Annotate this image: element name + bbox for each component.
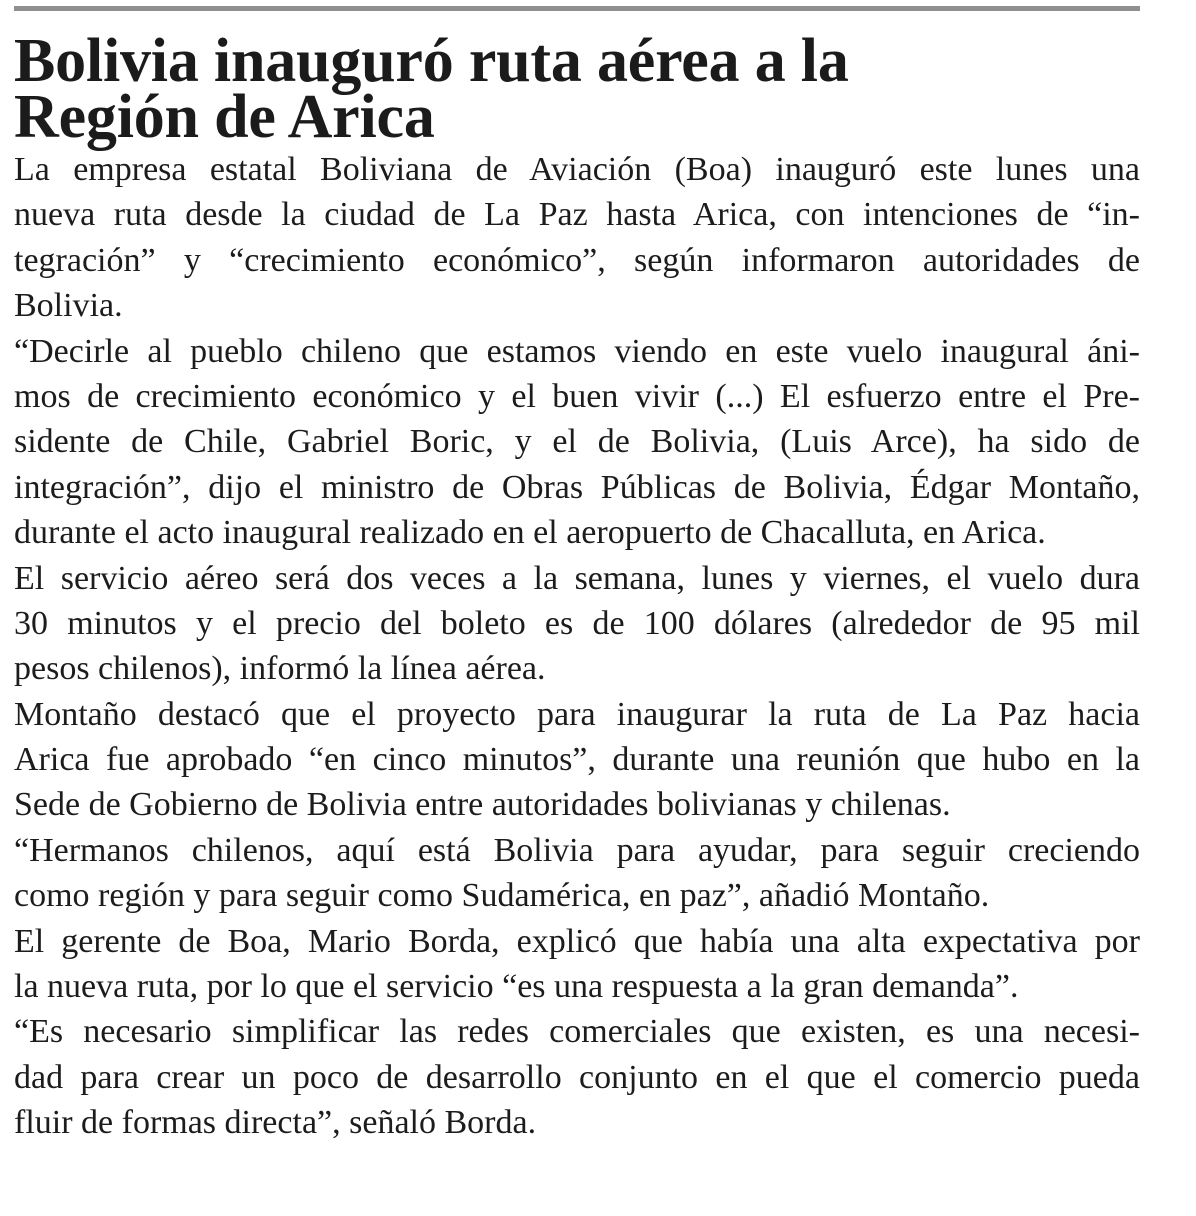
text-line: dad para crear un poco de desarrollo conjunto en el que el comercio pueda <box>14 1058 1140 1096</box>
headline <box>14 27 1140 151</box>
text-line: “Hermanos chilenos, aquí está Bolivia para ayudar, para seguir creciendo <box>14 831 1140 869</box>
text-line: tegración” y “crecimiento económico”, según informaron autoridades de <box>14 241 1140 279</box>
text-line: sidente de Chile, Gabriel Boric, y el de Bolivia, (Luis Arce), ha sido de <box>14 423 1140 461</box>
text-line: La empresa estatal Boliviana de Aviación (Boa) inauguró este lunes una <box>14 151 1140 188</box>
paragraph-service-details <box>14 556 1140 692</box>
text-line: 30 minutos y el precio del boleto es de 100 dólares (alrededor de 95 mil <box>14 604 1140 642</box>
top-divider <box>14 6 1140 11</box>
paragraph-borda-quote <box>14 1009 1140 1145</box>
text-line: como región y para seguir como Sudamérica, en paz”, añadió Montaño. <box>14 877 990 915</box>
headline-line: Bolivia inauguró ruta aérea a la <box>14 27 849 95</box>
article-body <box>14 147 1140 1146</box>
text-line: durante el acto inaugural realizado en el aeropuerto de Chacalluta, en Arica. <box>14 514 1046 552</box>
text-line: Montaño destacó que el proyecto para inaugurar la ruta de La Paz hacia <box>14 695 1140 733</box>
text-line: fluir de formas directa”, señaló Borda. <box>14 1104 537 1142</box>
paragraph-intro <box>14 147 1140 329</box>
paragraph-approval <box>14 692 1140 828</box>
text-line: Bolivia. <box>14 287 123 325</box>
paragraph-montano-quote <box>14 828 1140 919</box>
text-line: Arica fue aprobado “en cinco minutos”, durante una reunión que hubo en la <box>14 741 1140 779</box>
paragraph-manager <box>14 919 1140 1010</box>
text-line: El gerente de Boa, Mario Borda, explicó que había una alta expectativa por <box>14 922 1140 960</box>
text-line: Sede de Gobierno de Bolivia entre autoridades bolivianas y chilenas. <box>14 786 951 824</box>
paragraph-minister-quote <box>14 329 1140 556</box>
text-line: integración”, dijo el ministro de Obras Públicas de Bolivia, Édgar Montaño, <box>14 468 1140 506</box>
text-line: mos de crecimiento económico y el buen vivir (...) El esfuerzo entre el Pre- <box>14 377 1140 415</box>
text-line: “Decirle al pueblo chileno que estamos viendo en este vuelo inaugural áni- <box>14 332 1140 370</box>
text-line: pesos chilenos), informó la línea aérea. <box>14 650 546 688</box>
headline-line: Región de Arica <box>14 83 435 151</box>
text-line: “Es necesario simplificar las redes comerciales que existen, es una necesi- <box>14 1013 1140 1051</box>
text-line: El servicio aéreo será dos veces a la semana, lunes y viernes, el vuelo dura <box>14 559 1140 597</box>
news-article <box>14 0 1140 1146</box>
text-line: nueva ruta desde la ciudad de La Paz hasta Arica, con intenciones de “in- <box>14 196 1140 234</box>
text-line: la nueva ruta, por lo que el servicio “es una respuesta a la gran demanda”. <box>14 968 1019 1006</box>
